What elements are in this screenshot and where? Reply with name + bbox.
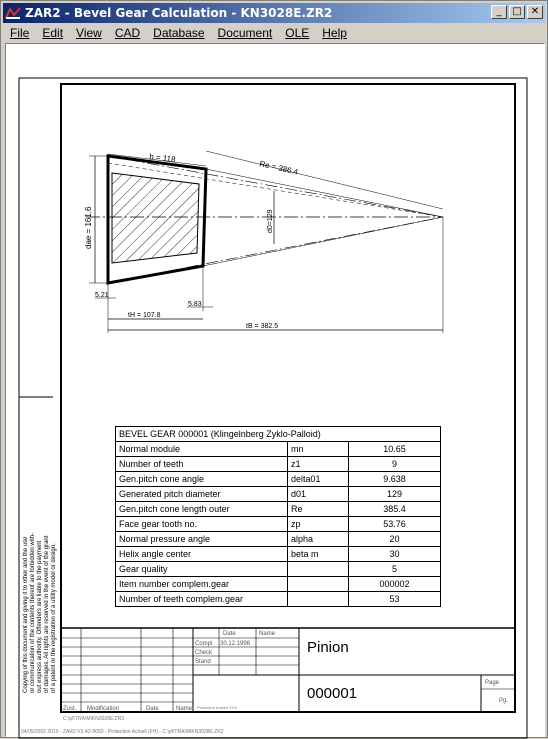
tb-stand-label: Stand: [195, 659, 211, 665]
tb-compl-label: Compl: [195, 641, 213, 647]
tb-date-col: Date: [146, 706, 159, 712]
dae-dimension: dae = 161.6: [84, 206, 93, 249]
copyright-notice: Copying of this document and giving it to other and the use or communication of the contents thereof are forbidden with- out express authority. Offenders are liable to the payment of damages. All rights are reserved in the event of the grant of a patent or the registration of a utility model or design.: [23, 532, 57, 693]
maximize-button[interactable]: □: [509, 5, 525, 19]
tb-check-label: Check: [195, 650, 213, 656]
tb-tiny-text: Protection Actuell XXX: [197, 705, 238, 710]
menu-ole[interactable]: OLE: [285, 26, 310, 40]
gear-data-table: [115, 426, 441, 607]
menu-help[interactable]: Help: [322, 26, 347, 40]
table-row: Gen.pitch cone length outer Re 385.4: [116, 502, 441, 517]
table-row: Helix angle center beta m 30: [116, 547, 441, 562]
table-header-row: [116, 427, 441, 442]
minimize-button[interactable]: _: [491, 5, 507, 19]
menu-database[interactable]: Database: [153, 26, 205, 40]
re-dimension: Re = 386.4: [258, 159, 299, 177]
pg-label: Pg.: [499, 698, 509, 704]
tb-file-text: C:\pf\TRA\MIKN3028E.ZR2: [63, 716, 125, 722]
table-row: Generated pitch diameter d01 129: [116, 487, 441, 502]
tb-name-col: Name: [176, 706, 193, 712]
tb-state-label: Zust.: [63, 706, 77, 712]
dim-521: 5.21: [95, 292, 109, 299]
gear-section: [112, 173, 199, 263]
menu-view[interactable]: View: [76, 26, 102, 40]
tb-modification-label: Modification: [87, 706, 120, 712]
tb-compl-date: 30.12.1996: [220, 641, 251, 647]
dim-583: 5.83: [188, 301, 202, 308]
d0-dimension: d0=129: [267, 209, 274, 233]
part-number: 000001: [307, 685, 358, 702]
table-row: Face gear tooth no. zp 53.76: [116, 517, 441, 532]
th-dimension: tH = 107.8: [128, 312, 161, 319]
menu-cad[interactable]: CAD: [114, 26, 141, 40]
table-row: Number of teeth z1 9: [116, 457, 441, 472]
table-row: Number of teeth complem.gear 53: [116, 592, 441, 607]
part-name: Pinion: [307, 639, 349, 656]
table-header: BEVEL GEAR 000001 (Klingelnberg Zyklo-Palloid): [116, 427, 441, 442]
b-dimension: b = 118: [148, 152, 176, 165]
menu-document[interactable]: Document: [217, 26, 273, 40]
tb-dimension: tB = 382.5: [246, 323, 279, 330]
title-block: [61, 628, 515, 722]
menu-edit[interactable]: Edit: [42, 26, 64, 40]
gear-drawing: [1, 1, 548, 739]
tb-name-label: Name: [259, 631, 276, 637]
close-button[interactable]: ✕: [527, 5, 543, 19]
table-row: Normal pressure angle alpha 20: [116, 532, 441, 547]
window-title: ZAR2 - Bevel Gear Calculation - KN3028E.ZR2: [25, 6, 333, 20]
page-label: Page: [485, 680, 500, 686]
table-row: Gear quality 5: [116, 562, 441, 577]
tb-date-label: Date: [223, 631, 236, 637]
menu-file[interactable]: File: [10, 26, 30, 40]
table-row: Item number complem.gear 000002: [116, 577, 441, 592]
footer-text: 04/05/2002 2010 - ZAR2 V3.4D 8050 - Protection Actuell (FH) - C:\pf\TRA\MIKN3028E.ZR2: [21, 729, 224, 735]
table-row: Normal module mn 10.65: [116, 442, 441, 457]
table-row: Gen.pitch cone angle delta01 9.638: [116, 472, 441, 487]
